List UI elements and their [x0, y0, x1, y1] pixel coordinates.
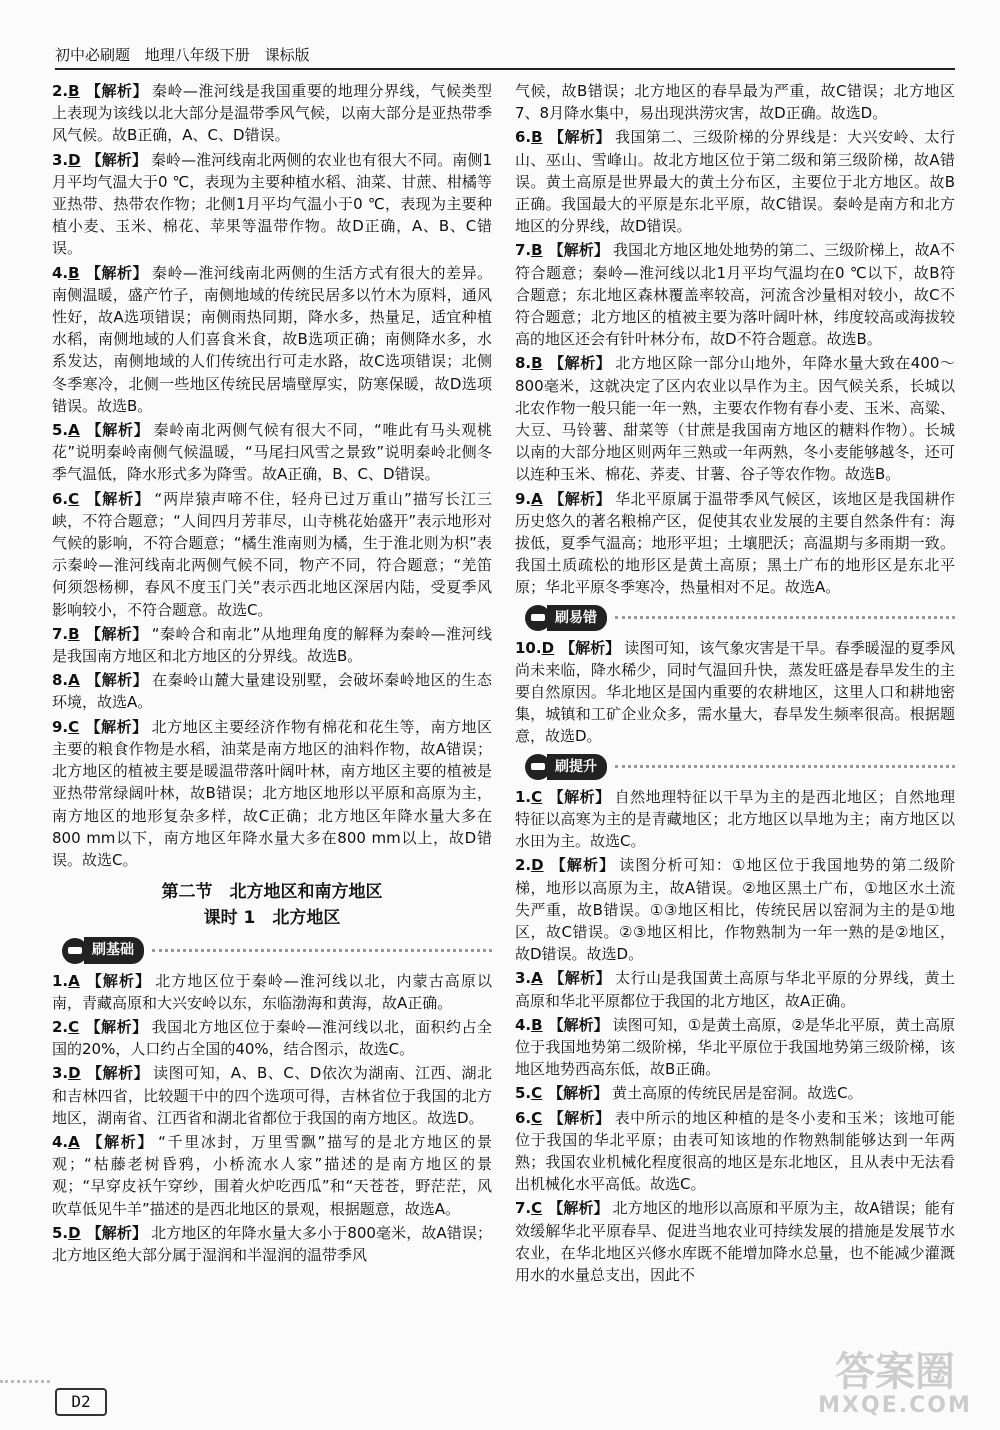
badge-error — [525, 605, 955, 631]
answer-item — [515, 1197, 955, 1286]
left-column — [52, 80, 492, 1268]
answer-choice: C — [531, 1108, 543, 1127]
analysis-tag: 【解析】 — [548, 1108, 611, 1127]
header-subject: 地理八年级下册 — [144, 46, 250, 64]
answer-item — [52, 419, 492, 486]
analysis-tag: 【解析】 — [548, 1199, 609, 1218]
answer-item — [515, 854, 955, 965]
analysis-text: “秦岭合和南北”从地理角度的解释为秦岭—淮河线是我国南方地区和北方地区的分界线。故选B。 — [52, 624, 492, 666]
answer-item — [515, 239, 955, 350]
analysis-tag: 【解析】 — [86, 1223, 148, 1242]
answer-choice: B — [68, 624, 80, 643]
answer-item — [52, 80, 492, 147]
answer-choice: D — [68, 1064, 81, 1083]
answer-item — [52, 262, 492, 417]
answer-item — [52, 149, 492, 260]
analysis-tag: 【解析】 — [548, 241, 609, 260]
section-title: 第二节 北方地区和南方地区 — [161, 882, 383, 903]
analysis-tag: 【解析】 — [548, 128, 611, 147]
footer-divider — [0, 1380, 50, 1383]
question-number: 8. — [52, 671, 69, 690]
question-number: 1. — [52, 971, 69, 990]
question-number: 4. — [52, 263, 69, 282]
analysis-text: 北方地区的地形以高原和平原为主，故A错误；能有效缓解华北平原春旱、促进当地农业可持续发展的措施是发展节水农业，在华北地区兴修水库既不能增加降水总量，也不能减少灌溉用水的水量总支出，因此不 — [515, 1199, 955, 1284]
answer-choice: B — [531, 241, 543, 260]
analysis-text: 秦岭—淮河线南北两侧的农业也有很大不同。南侧1月平均气温大于0 ℃，表现为主要种植水稻、油菜、甘蔗、柑橘等亚热带、热带农作物；北侧1月平均气温小于0 ℃，表现为主要种植小麦、玉米、棉花、苹果等温带作物。故D正确，A、B、C错误。 — [52, 150, 492, 258]
right-column — [515, 80, 955, 1288]
question-number: 5. — [52, 1223, 69, 1242]
question-number: 4. — [52, 1132, 69, 1151]
watermark-logo — [805, 1350, 985, 1420]
answer-choice: A — [531, 489, 543, 508]
answer-item — [515, 637, 955, 748]
analysis-text: 读图可知，A、B、C、D依次为湖南、江西、湖北和吉林四省，比较题干中的四个选项可得，吉林省位于我国的北方地区，湖南省、江西省和湖北省都位于我国的南方地区。故选D。 — [52, 1064, 492, 1127]
analysis-text: 在秦岭山麓大量建设别墅，会破坏秦岭地区的生态环境，故选A。 — [52, 671, 492, 712]
watermark-line1: 答案圈 — [835, 1349, 955, 1395]
question-number: 5. — [515, 1084, 532, 1103]
badge-improve — [525, 754, 955, 780]
analysis-tag: 【解析】 — [85, 421, 150, 440]
analysis-tag: 【解析】 — [85, 489, 151, 508]
analysis-tag: 【解析】 — [86, 1064, 150, 1083]
question-number: 3. — [52, 1064, 69, 1083]
analysis-tag: 【解析】 — [548, 1015, 609, 1034]
badge-book-icon — [525, 754, 551, 780]
answer-item — [515, 1107, 955, 1196]
badge-divider — [615, 765, 955, 768]
answer-choice: B — [68, 82, 80, 100]
answer-choice: C — [531, 1199, 543, 1218]
analysis-tag: 【解析】 — [86, 150, 147, 169]
answer-choice: B — [531, 128, 543, 147]
lesson-title: 课时 1 北方地区 — [203, 908, 341, 929]
analysis-text: “两岸猿声啼不住，轻舟已过万重山”描写长江三峡，不符合题意；“人间四月芳菲尽，山寺桃花始盛开”表示地形对气候的影响，不符合题意；“橘生淮南则为橘，生于淮北则为枳”表示秦岭—淮河线南北两侧气候不同，物产不同，符合题意；“羌笛何须怨杨柳，春风不度玉门关”表示西北地区深居内陆，受夏季风影响较小，不符合题意。故选C。 — [52, 489, 492, 619]
badge-error-label: 刷易错 — [547, 605, 607, 631]
answer-choice: A — [68, 1132, 80, 1151]
answer-item — [515, 352, 955, 485]
answer-item — [515, 80, 955, 124]
answer-item — [52, 970, 492, 1014]
question-number: 9. — [515, 489, 532, 508]
analysis-text: “千里冰封，万里雪飘”描写的是北方地区的景观；“枯藤老树昏鸦，小桥流水人家”描述的是南方地区的景观；“早穿皮袄午穿纱，围着火炉吃西瓜”和“天苍苍，野茫茫，风吹草低见牛羊”描述的是西北地区的景观，根据题意，故选A。 — [52, 1132, 492, 1218]
answer-choice: C — [531, 787, 543, 806]
answer-choice: B — [68, 263, 80, 282]
right-answer-list-mid — [515, 637, 955, 748]
analysis-tag: 【解析】 — [560, 638, 621, 657]
question-number: 6. — [52, 489, 69, 508]
left-answer-list-bottom — [52, 970, 492, 1267]
answer-choice: A — [68, 671, 80, 690]
question-number: 10. — [515, 638, 542, 657]
answer-item — [515, 1082, 955, 1104]
answer-item — [52, 623, 492, 667]
analysis-text: 表中所示的地区种植的是冬小麦和玉米；该地可能位于我国的华北平原；由表可知该地的作物熟制能够达到一年两熟；我国农业机械化程度很高的地区是东北地区，且从表中无法看出机械化水平高低。故选C。 — [515, 1108, 955, 1194]
analysis-tag: 【解析】 — [85, 1017, 148, 1036]
question-number: 4. — [515, 1015, 532, 1034]
answer-choice: B — [531, 1015, 543, 1034]
analysis-tag: 【解析】 — [85, 971, 152, 990]
question-number: 2. — [52, 82, 69, 100]
question-number: 6. — [515, 1108, 532, 1127]
answer-choice: D — [68, 150, 81, 169]
answer-choice: D — [541, 638, 555, 657]
analysis-tag: 【解析】 — [85, 671, 149, 690]
analysis-text: 秦岭—淮河线南北两侧的生活方式有很大的差异。南侧温暖，盛产竹子，南侧地域的传统民居多以竹木为原料，通风性好，故A选项错误；南侧雨热同期，降水多，热量足，适宜种植水稻，南侧地域的人们喜食米食，故B选项正确；南侧降水多，水系发达，南侧地域的人们传统出行可走水路，故C选项错误；北侧冬季寒冷，北侧一些地区传统民居墙壁厚实，防寒保暖，故D选项错误。故选B。 — [52, 263, 492, 415]
badge-book-icon — [525, 605, 551, 631]
badge-book-icon — [62, 938, 88, 964]
answer-item — [515, 786, 955, 853]
analysis-tag: 【解析】 — [85, 1132, 155, 1151]
answer-item — [515, 1014, 955, 1081]
question-number: 9. — [52, 717, 69, 736]
answer-choice: D — [68, 1223, 81, 1242]
analysis-text: 太行山是我国黄土高原与华北平原的分界线，黄土高原和华北平原都位于我国的北方地区，故A正确。 — [515, 969, 955, 1010]
answer-choice: A — [531, 969, 543, 988]
badge-divider — [615, 616, 955, 619]
badge-divider — [152, 949, 492, 952]
analysis-text: 华北平原属于温带季风气候区，该地区是我国耕作历史悠久的著名粮棉产区，促使其农业发展的主要自然条件有：海拔低，夏季气温高；地形平坦；土壤肥沃；高温期与多雨期一致。我国土质疏松的地形区是黄土高原；黑土广布的地形区是东北平原；华北平原冬季寒冷，热量相对不足。故选A。 — [515, 489, 955, 597]
page-header — [55, 42, 955, 70]
analysis-text: 秦岭南北两侧气候有很大不同，“唯此有马头观桃花”说明秦岭南侧气候温暖，“马尾扫风雪之景致”说明秦岭北侧冬季气温低，降水形式多为降雪。故A正确，B、C、D错误。 — [52, 421, 492, 484]
analysis-text: 自然地理特征以干旱为主的是西北地区；自然地理特征以高寒为主的是青藏地区；北方地区以旱地为主；南方地区以水田为主。故选C。 — [515, 787, 955, 851]
question-number: 3. — [515, 969, 532, 988]
analysis-tag: 【解析】 — [85, 263, 148, 282]
analysis-tag: 【解析】 — [548, 787, 611, 806]
answer-item — [52, 1062, 492, 1129]
page-number: D2 — [55, 1388, 107, 1416]
header-edition: 课标版 — [264, 46, 310, 64]
answer-choice: C — [68, 1017, 80, 1036]
answer-choice: A — [68, 421, 80, 440]
answer-item — [515, 126, 955, 237]
analysis-tag: 【解析】 — [548, 969, 612, 988]
header-series: 初中必刷题 — [55, 46, 131, 64]
analysis-text: 我国北方地区地处地势的第二、三级阶梯上，故A不符合题意；秦岭—淮河线以北1月平均气温均在0 ℃以下，故B符合题意；东北地区森林覆盖率较高，河流含沙量相对较小，故C不符合题意；北方地区的植被主要为落叶阔叶林，纬度较高或海拔较高的地区还会有针叶林分布，故D不符合题意。故选B。 — [515, 241, 955, 349]
answer-item — [515, 967, 955, 1011]
analysis-text: 我国第二、三级阶梯的分界线是：大兴安岭、太行山、巫山、雪峰山。故北方地区位于第二级和第三级阶梯，故A错误。黄土高原是世界最大的黄土分布区，主要位于北方地区。故B正确。我国最大的平原是东北平原，故C错误。秦岭是南方和北方地区的分界线，故D错误。 — [515, 128, 955, 236]
answer-item — [52, 488, 492, 621]
question-number: 8. — [515, 354, 532, 373]
answer-choice: C — [531, 1084, 543, 1103]
answer-choice: B — [531, 354, 543, 373]
answer-item — [52, 1131, 492, 1220]
analysis-text: 北方地区主要经济作物有棉花和花生等，南方地区主要的粮食作物是水稻，油菜是南方地区的油料作物，故A错误；北方地区的植被主要是暖温带落叶阔叶林，南方地区主要的植被是亚热带常绿阔叶林，故B错误；北方地区地形以平原和高原为主，南方地区的地形复杂多样，故C正确；北方地区年降水量大多在800 mm以下，南方地区年降水量大多在800 mm以上，故D错误。故选C。 — [52, 717, 492, 869]
analysis-text: 秦岭—淮河线是我国重要的地理分界线，气候类型上表现为该线以北大部分是温带季风气候，以南大部分是亚热带季风气候。故B正确，A、C、D错误。 — [52, 82, 492, 145]
answer-item — [52, 1222, 492, 1266]
answer-item — [52, 716, 492, 871]
question-number: 7. — [515, 1199, 532, 1218]
analysis-tag: 【解析】 — [85, 717, 148, 736]
analysis-text: 北方地区除一部分山地外，年降水量大致在400～800毫米，这就决定了区内农业以旱作为主。因气候关系，长城以北农作物一般只能一年一熟，主要农作物有春小麦、玉米、高粱、大豆、马铃薯、甜菜等（甘蔗是我国南方地区的糖料作物）。长城以南的大部分地区则两年三熟或一年两熟，冬小麦能够越冬，还可以连种玉米、棉花、荞麦、甘薯、谷子等农作物。故选B。 — [515, 354, 955, 484]
analysis-text: 黄土高原的传统民居是窑洞。故选C。 — [612, 1084, 863, 1103]
answer-choice: C — [68, 489, 80, 508]
answer-choice: D — [531, 856, 544, 875]
question-number: 3. — [52, 150, 69, 169]
analysis-text: 读图可知，该气象灾害是干旱。春季暖湿的夏季风尚未来临，降水稀少，同时气温回升快，蒸发旺盛是春旱发生的主要自然原因。华北地区是国内重要的农耕地区，这里人口和耕地密集，城镇和工矿企业众多，需水量大，春旱发生频率很高。根据题意，故选D。 — [515, 638, 955, 746]
answer-choice: C — [68, 717, 80, 736]
question-number: 7. — [52, 624, 69, 643]
answer-item — [52, 669, 492, 713]
answer-item — [515, 488, 955, 599]
answer-choice: A — [68, 971, 80, 990]
question-number: 6. — [515, 128, 532, 147]
analysis-text: 北方地区的年降水量大多小于800毫米，故A错误；北方地区绝大部分属于湿润和半湿润的温带季风 — [52, 1223, 492, 1264]
question-number: 7. — [515, 241, 532, 260]
analysis-tag: 【解析】 — [85, 82, 148, 100]
analysis-tag: 【解析】 — [548, 1084, 609, 1103]
right-answer-list-top — [515, 80, 955, 599]
watermark-line2: MXQE.COM — [818, 1393, 972, 1418]
analysis-text: 读图可知，①是黄土高原，②是华北平原，黄土高原位于我国地势第二级阶梯，华北平原位于我国地势第三级阶梯，该地区地势西高东低，故B正确。 — [515, 1015, 955, 1079]
analysis-tag: 【解析】 — [85, 624, 148, 643]
right-answer-list-bottom — [515, 786, 955, 1286]
analysis-text: 北方地区位于秦岭—淮河线以北，内蒙古高原以南，青藏高原和大兴安岭以东，东临渤海和黄海，故A正确。 — [52, 971, 492, 1012]
analysis-text: 我国北方地区位于秦岭—淮河线以北，面积约占全国的20%，人口约占全国的40%，结合图示，故选C。 — [52, 1017, 492, 1059]
badge-basic — [62, 938, 492, 964]
question-number: 5. — [52, 421, 69, 440]
question-number: 2. — [515, 856, 532, 875]
badge-improve-label: 刷提升 — [547, 754, 607, 780]
analysis-tag: 【解析】 — [548, 489, 612, 508]
question-number: 1. — [515, 787, 532, 806]
left-answer-list-top — [52, 80, 492, 871]
badge-basic-label: 刷基础 — [84, 937, 144, 963]
analysis-tag: 【解析】 — [548, 354, 612, 373]
answer-item — [52, 1016, 492, 1060]
analysis-text: 气候，故B错误；北方地区的春旱最为严重，故C错误；北方地区7、8月降水集中，易出现洪涝灾害，故D正确。故选D。 — [515, 82, 955, 123]
question-number: 2. — [52, 1017, 69, 1036]
analysis-text: 读图分析可知：①地区位于我国地势的第二级阶梯，地形以高原为主，故A错误。②地区黑土广布，①地区水土流失严重，故B错误。①③地区相比，传统民居以窑洞为主的是①地区，故C错误。②③地区相比，作物熟制为一年一熟的是②地区，故D错误。故选D。 — [515, 856, 955, 964]
analysis-tag: 【解析】 — [549, 856, 616, 875]
